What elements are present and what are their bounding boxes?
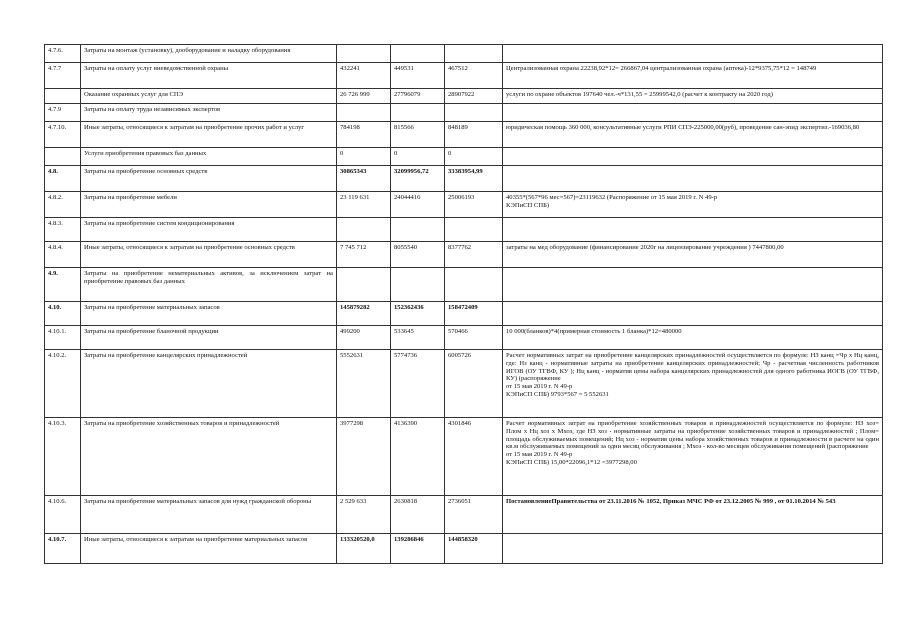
row-number: 4.7.10. <box>45 122 81 148</box>
row-number: 4.10.2. <box>45 350 81 418</box>
row-number: 4.10. <box>45 302 81 326</box>
row-number: 4.10.6. <box>45 496 81 534</box>
table-row <box>45 218 883 242</box>
value-year-3 <box>445 218 503 242</box>
value-year-3: 8377762 <box>445 242 503 268</box>
value-year-2 <box>391 268 445 302</box>
row-note <box>503 302 883 326</box>
value-year-1 <box>337 104 391 122</box>
value-year-3: 33383954,99 <box>445 166 503 192</box>
table-row <box>45 302 883 326</box>
value-year-1: 145879282 <box>337 302 391 326</box>
row-note: услуги по охране объектов 197640 чел.-ч*131,55 = 25999542,0 (расчет к контракту на 2020 год) <box>503 89 883 104</box>
value-year-2: 449531 <box>391 63 445 89</box>
value-year-1: 784198 <box>337 122 391 148</box>
row-name: Иные затраты, относящиеся к затратам на приобретение основных средств <box>81 242 337 268</box>
table-row <box>45 496 883 534</box>
value-year-2: 152362436 <box>391 302 445 326</box>
table-row <box>45 326 883 350</box>
value-year-1: 23 119 631 <box>337 192 391 218</box>
budget-table-body <box>45 45 883 564</box>
value-year-3: 144858320 <box>445 534 503 564</box>
row-number <box>45 148 81 166</box>
row-note: Расчет нормативных затрат на приобретение хозяйственных товаров и принадлежностей осуществляется по формуле: НЗ хоз= Плом х Нц хоз х Мхоз, где НЗ хоз - нормативные затраты на приобретение хозяйственных товаров и принадлежностей ; Плом= площадь обслуживаемых помещений; Нц хоз - норматив цены набора хозяйственных товаров и принадлежности в расчете на один кв.м обслуживаемых помещений за одни месяц обслуживания ; Мхоз - кол-во месяцев обслуживания помещений (распоряжение от 15 мая 2019 г. N 49-р КЭПиСП СПБ) 15,00*22096,1*12 =3977298,00 <box>503 418 883 496</box>
row-note <box>503 104 883 122</box>
value-year-2 <box>391 218 445 242</box>
row-name: Иные затраты, относящиеся к затратам на приобретение материальных запасов <box>81 534 337 564</box>
row-name: Затраты на приобретение материальных запасов для нужд гражданской обороны <box>81 496 337 534</box>
row-note: затраты на мед оборудование (финансирование 2020г на лицензирование учреждения ) 7447800,00 <box>503 242 883 268</box>
value-year-2: 27796079 <box>391 89 445 104</box>
row-number: 4.10.3. <box>45 418 81 496</box>
table-row <box>45 350 883 418</box>
value-year-1: 26 726 999 <box>337 89 391 104</box>
row-name: Затраты на приобретение основных средств <box>81 166 337 192</box>
value-year-1: 3977298 <box>337 418 391 496</box>
row-name: Иные затраты, относящиеся к затратам на приобретение прочих работ и услуг <box>81 122 337 148</box>
value-year-2: 533645 <box>391 326 445 350</box>
value-year-3: 4301846 <box>445 418 503 496</box>
table-row <box>45 242 883 268</box>
value-year-1: 2 529 633 <box>337 496 391 534</box>
row-note: Централизованная охрана 22238,92*12= 266867,04 централизованная охрана (аптека)-12*9375,75*12 = 148749 <box>503 63 883 89</box>
table-row <box>45 268 883 302</box>
value-year-3: 570466 <box>445 326 503 350</box>
value-year-3: 25006193 <box>445 192 503 218</box>
row-number <box>45 89 81 104</box>
value-year-3 <box>445 268 503 302</box>
row-note: юридическая помощь 360 000, консультативные услуги РПИ СПЭ-225000,00(руб), проведение сан-эпид экспертиз.-169036,80 <box>503 122 883 148</box>
row-name: Затраты на приобретение систем кондиционирования <box>81 218 337 242</box>
row-note: ПостановлениеПравительства от 23.11.2016 № 1052, Приказ МЧС РФ от 23.12.2005 № 999 , от 01.10.2014 № 543 <box>503 496 883 534</box>
value-year-1: 30865343 <box>337 166 391 192</box>
table-row <box>45 418 883 496</box>
row-name: Затраты на приобретение материальных запасов <box>81 302 337 326</box>
row-number: 4.7.6. <box>45 45 81 63</box>
row-name: Затраты на приобретение канцелярских принадлежностей <box>81 350 337 418</box>
value-year-3: 467512 <box>445 63 503 89</box>
row-note <box>503 166 883 192</box>
value-year-3: 0 <box>445 148 503 166</box>
value-year-1 <box>337 218 391 242</box>
row-name: Затраты на приобретение бланочной продукции <box>81 326 337 350</box>
value-year-2: 2630818 <box>391 496 445 534</box>
row-number: 4.8.4. <box>45 242 81 268</box>
row-note: Расчет нормативных затрат на приобретение канцелярских принадлежностей осуществляется по формуле: НЗ канц =Чр х Нц канц, где: Нз канц - нормативные затраты на приобретение канцелярских принадлежностей; Чр - расчетная численность работников ИГОВ (ОУ ТГВФ, КУ ); Нц канц - норматив цены набора канцелярских принадлежностей для одного работника ИОГВ (ОУ ТГВФ, КУ) (распоряжение от 15 мая 2019 г. N 49-р КЭПиСП СПБ) 9793*567 = 5 552631 <box>503 350 883 418</box>
value-year-3: 848189 <box>445 122 503 148</box>
row-name: Затраты на оплату труда независимых экспертов <box>81 104 337 122</box>
table-row <box>45 63 883 89</box>
value-year-3: 158472409 <box>445 302 503 326</box>
value-year-1 <box>337 45 391 63</box>
budget-table <box>44 44 883 564</box>
table-row <box>45 534 883 564</box>
row-name: Затраты на оплату услуг вневедомственной охраны <box>81 63 337 89</box>
value-year-2: 5774736 <box>391 350 445 418</box>
value-year-2: 32099956,72 <box>391 166 445 192</box>
value-year-3: 2736051 <box>445 496 503 534</box>
table-row <box>45 166 883 192</box>
row-name: Затраты на приобретение мебели <box>81 192 337 218</box>
value-year-3: 28907922 <box>445 89 503 104</box>
table-row <box>45 45 883 63</box>
row-number: 4.8. <box>45 166 81 192</box>
value-year-1: 432241 <box>337 63 391 89</box>
row-name: Затраты на приобретение нематериальных активов, за исключением затрат на приобретение правовых баз данных <box>81 268 337 302</box>
value-year-2: 0 <box>391 148 445 166</box>
value-year-2 <box>391 45 445 63</box>
value-year-3 <box>445 45 503 63</box>
value-year-2: 4136390 <box>391 418 445 496</box>
value-year-2: 8055540 <box>391 242 445 268</box>
value-year-2: 24044416 <box>391 192 445 218</box>
table-row <box>45 89 883 104</box>
row-note <box>503 268 883 302</box>
row-note <box>503 148 883 166</box>
value-year-1: 5552631 <box>337 350 391 418</box>
value-year-1: 499200 <box>337 326 391 350</box>
row-number: 4.10.1. <box>45 326 81 350</box>
row-note: 40355*(567*96 мес=567)=23119632 (Распоряжение от 15 мая 2019 г. N 49-р КЭПиСП СПБ) <box>503 192 883 218</box>
table-row <box>45 192 883 218</box>
row-number: 4.7.7 <box>45 63 81 89</box>
table-row <box>45 148 883 166</box>
row-number: 4.9. <box>45 268 81 302</box>
table-row <box>45 122 883 148</box>
table-row <box>45 104 883 122</box>
value-year-1: 7 745 712 <box>337 242 391 268</box>
row-name: Оказание охранных услуг для СПЭ <box>81 89 337 104</box>
value-year-1: 133320520,0 <box>337 534 391 564</box>
row-name: Затраты на монтаж (установку), дооборудование и наладку оборудования <box>81 45 337 63</box>
row-note <box>503 218 883 242</box>
value-year-1: 0 <box>337 148 391 166</box>
row-name: Услуги приобретения правовых баз данных <box>81 148 337 166</box>
row-note <box>503 45 883 63</box>
value-year-2: 139286846 <box>391 534 445 564</box>
row-note <box>503 534 883 564</box>
row-note: 10 000(бланков)*4(примерная стоимость 1 бланка)*12=480000 <box>503 326 883 350</box>
value-year-3: 6005726 <box>445 350 503 418</box>
value-year-2 <box>391 104 445 122</box>
value-year-3 <box>445 104 503 122</box>
row-number: 4.8.3. <box>45 218 81 242</box>
row-number: 4.8.2. <box>45 192 81 218</box>
row-number: 4.10.7. <box>45 534 81 564</box>
value-year-2: 815566 <box>391 122 445 148</box>
row-number: 4.7.9 <box>45 104 81 122</box>
value-year-1 <box>337 268 391 302</box>
row-name: Затраты на приобретение хозяйственных товаров и принадлежностей <box>81 418 337 496</box>
